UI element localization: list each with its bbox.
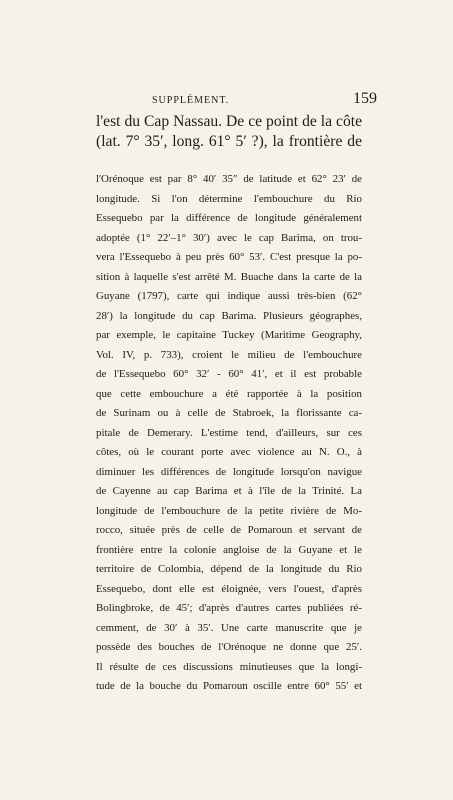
text-line: cemment, de 30′ à 35′. Une carte manuscrite que je — [96, 621, 362, 634]
text-line: longitude de l'embouchure de la petite rivière de Mo- — [96, 504, 362, 517]
text-line: Bolingbroke, de 45′; d'après d'autres cartes publiées ré- — [96, 602, 362, 614]
text-line: sition à laquelle s'est arrêté M. Buache dans la carte de la — [96, 270, 362, 283]
text-line: pitale de Demerary. L'estime tend, d'ailleurs, sur ces — [96, 426, 362, 439]
text-line: (lat. 7° 35′, long. 61° 5′ ?), la frontière de — [96, 133, 362, 150]
text-line: de Cayenne au cap Barima et à l'île de la Trinité. La — [96, 485, 362, 497]
page-number: 159 — [353, 90, 377, 107]
text-line: Vol. IV, p. 733), croient le milieu de l'embouchure — [96, 348, 362, 361]
text-line: frontière entre la colonie angloise de la Guyane et le — [96, 543, 362, 556]
text-line: l'Orénoque est par 8° 40′ 35″ de latitude et 62° 23′ de — [96, 173, 362, 185]
text-line: rocco, située près de celle de Pomaroun et servant de — [96, 524, 362, 536]
lead-text — [96, 112, 362, 152]
text-line: 28′) la longitude du cap Barima. Plusieurs géographes, — [96, 309, 362, 322]
text-line: côtes, où le courant porte avec violence au N. O., à — [96, 446, 362, 458]
text-line: Guyane (1797), carte qui indique aussi très-bien (62° — [96, 290, 362, 302]
page-header — [152, 90, 377, 110]
text-line: longitude. Si l'on détermine l'embouchure du Rio — [96, 192, 362, 205]
text-line: Il résulte de ces discussions minutieuses que la longi- — [96, 660, 362, 673]
text-line: possède des bouches de l'Orénoque ne donne que 25′. — [96, 641, 362, 653]
text-line: de Surinam ou à celle de Stabroek, la florissante ca- — [96, 407, 362, 419]
text-line: diminuer les différences de longitude lorsqu'on navigue — [96, 465, 362, 478]
text-line: adoptée (1° 22′–1° 30′) avec le cap Barima, on trou- — [96, 231, 362, 244]
text-line: Essequebo, dont elle est éloignée, vers l'ouest, d'après — [96, 582, 362, 595]
text-line: que cette embouchure a été rapportée à la position — [96, 387, 362, 400]
body-text — [96, 170, 362, 697]
text-line: vera l'Essequebo à peu près 60° 53′. C'est presque la po- — [96, 251, 362, 263]
text-line: territoire de Colombia, dépend de la longitude du Rio — [96, 563, 362, 575]
text-line: tude de la bouche du Pomaroun oscille entre 60° 55′ et — [96, 680, 362, 692]
text-line: l'est du Cap Nassau. De ce point de la côte — [96, 113, 362, 130]
text-line: Essequebo par la différence de longitude généralement — [96, 212, 362, 224]
text-line: par exemple, le capitaine Tuckey (Maritime Geography, — [96, 329, 362, 341]
text-line: de l'Essequebo 60° 32′ - 60° 41′, et il est probable — [96, 368, 362, 380]
running-title: SUPPLÉMENT. — [152, 95, 230, 106]
